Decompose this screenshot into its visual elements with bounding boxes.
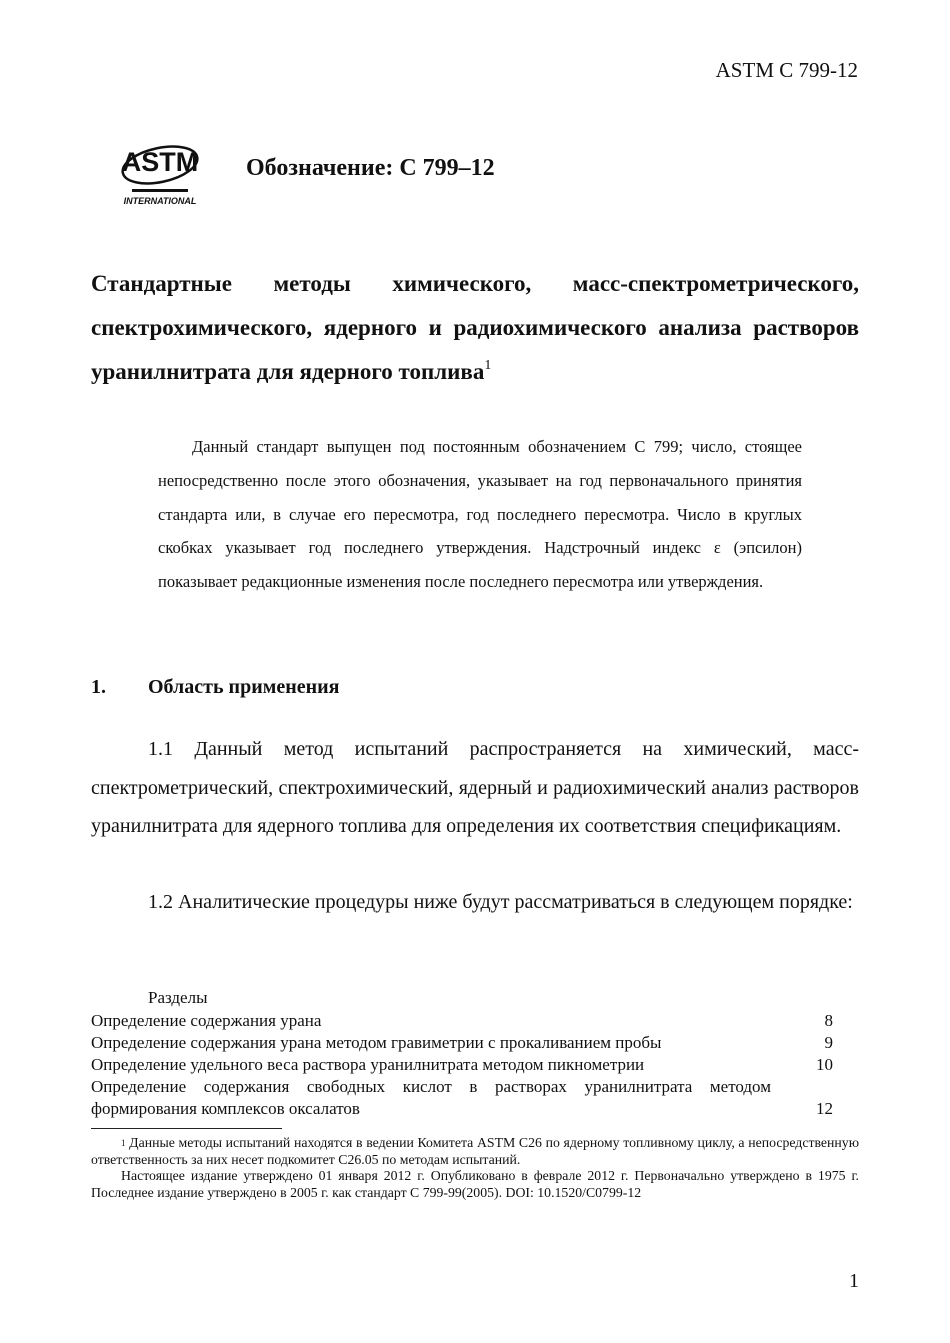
footnote-1 (91, 1135, 859, 1168)
toc-row-text: Определение содержания урана (91, 1011, 322, 1030)
toc-row-text: Определение содержания свободных кислот в растворах уранилнитрата методом формирования комплексов оксалатов (91, 1077, 771, 1118)
toc-row (91, 1032, 859, 1054)
footnote-2 (91, 1168, 859, 1201)
preamble: Данный стандарт выпущен под постоянным обозначением C 799; число, стоящее непосредственно после этого обозначения, указывает на год первоначального принятия стандарта или, в случае его пересмотра, год последнего пересмотра. Число в круглых скобках указывает год последнего утверждения. Надстрочный индекс ε (эпсилон) показывает редакционные изменения после последнего пересмотра или утверждения. (158, 437, 802, 592)
section-title: Область применения (148, 676, 340, 698)
toc-row-section: 12 (816, 1099, 833, 1118)
logo-letters: ASTM (121, 147, 199, 177)
page-number: 1 (849, 1270, 859, 1292)
toc-row-section: 8 (824, 1011, 833, 1030)
footnote-text: Данные методы испытаний находятся в ведении Комитета ASTM C26 по ядерному топливному циклу, а непосредственную ответственность за них несет подкомитет C26.05 по методам испытаний. (91, 1135, 860, 1167)
toc-heading: Разделы (148, 988, 208, 1007)
toc-row-section: 9 (824, 1033, 833, 1052)
toc-row (91, 1010, 859, 1032)
document-title (91, 262, 859, 394)
header-standard-code: ASTM C 799-12 (715, 58, 858, 82)
astm-logo (118, 133, 202, 207)
toc-row (91, 1054, 859, 1076)
toc-row-section: 10 (816, 1055, 833, 1074)
paragraph-1-2: 1.2 Аналитические процедуры ниже будут рассматриваться в следующем порядке: (148, 891, 853, 913)
paragraph-1-1: 1.1 Данный метод испытаний распространяется на химический, масс-спектрометрический, спектрохимический, ядерный и радиохимический анализ растворов уранилнитрата для ядерного топлива для определения их соответствия спецификациям. (91, 738, 859, 837)
footnote-mark: 1 (121, 1138, 126, 1148)
toc-row (91, 1076, 859, 1120)
section-number: 1. (91, 676, 106, 698)
footnote-text: Настоящее издание утверждено 01 января 2012 г. Опубликовано в феврале 2012 г. Первоначально утверждено в 1975 г. Последнее издание утверждено в 2005 г. как стандарт C 799-99(2005). DOI: 10.1520/C0799-12 (91, 1168, 859, 1200)
designation: Обозначение: C 799–12 (246, 155, 495, 181)
toc-row-text: Определение содержания урана методом гравиметрии с прокаливанием пробы (91, 1033, 662, 1052)
footnote-divider (91, 1128, 282, 1129)
toc-row-text: Определение удельного веса раствора уранилнитрата методом пикнометрии (91, 1055, 645, 1074)
title-text: Стандартные методы химического, масс-спектрометрического, спектрохимического, ядерного и радиохимического анализа растворов уранилнитрата для ядерного топлива (91, 271, 859, 384)
logo-text: INTERNATIONAL (123, 196, 197, 206)
title-footnote-mark: 1 (484, 358, 492, 373)
